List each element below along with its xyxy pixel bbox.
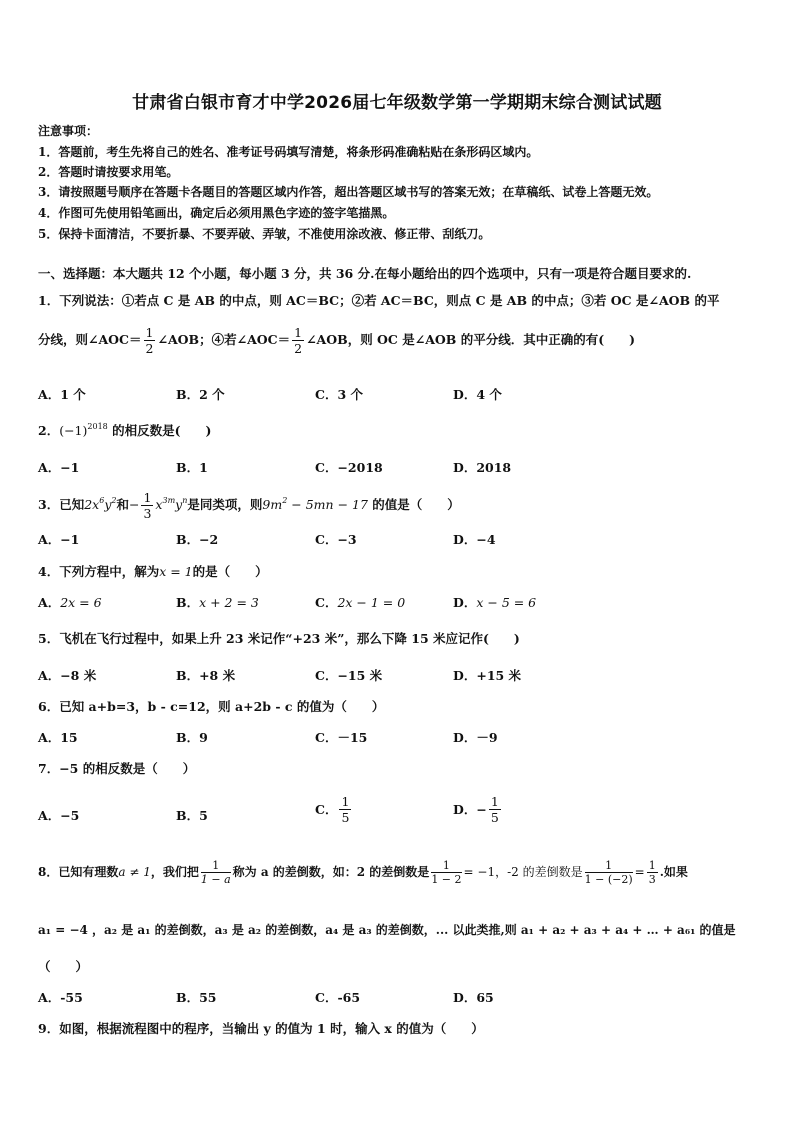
- q7-option-d[interactable]: D．− $\frac{1}{5}$: [453, 794, 499, 825]
- q5-option-b[interactable]: B．+8 米: [176, 668, 236, 683]
- q2-option-a[interactable]: A．−1: [38, 460, 80, 475]
- q7-option-b[interactable]: B．5: [176, 808, 208, 823]
- q8-fraction-2: $\frac{1}{1 - 2}$: [431, 859, 462, 886]
- note-item: 1．答题前，考生先将自己的姓名、准考证号码填写清楚，将条形码准确粘贴在条形码区域内。: [38, 145, 539, 159]
- q8-option-a[interactable]: A．-55: [38, 990, 83, 1005]
- q1-fraction-2: $\frac{1}{2}$: [294, 325, 303, 356]
- q3-option-d[interactable]: D．−4: [453, 532, 496, 547]
- q5-stem: 5．飞机在飞行过程中，如果上升 23 米记作“+23 米”，那么下降 15 米应记作( ): [38, 631, 520, 646]
- q1-option-b[interactable]: B．2 个: [176, 387, 225, 402]
- q7-fraction-d: $\frac{1}{5}$: [490, 794, 499, 825]
- q2-stem: 2．$(-1)^{2018}$ 的相反数是( ): [38, 422, 212, 438]
- q4-option-b[interactable]: B．x + 2 = 3: [176, 595, 259, 610]
- q8-fraction-3: $\frac{1}{1 - (-2)}$: [584, 859, 633, 886]
- q3-fraction: $\frac{1}{3}$: [143, 490, 152, 521]
- section-heading: 一、选择题：本大题共 12 个小题，每小题 3 分，共 36 分.在每小题给出的四个选项中，只有一项是符合题目要求的.: [38, 266, 692, 281]
- q5-option-c[interactable]: C．−15 米: [315, 668, 383, 683]
- q7-option-c[interactable]: C． $\frac{1}{5}$: [315, 794, 350, 825]
- q1-text-c: ∠AOB，则 OC 是∠AOB 的平分线．其中正确的有( ): [306, 332, 636, 347]
- q8-stem-line3: （ ）: [38, 959, 89, 974]
- q3-stem: 3．已知$2x^6y^2$和− $\frac{1}{3}$ $x^{3m}y^n$是同类项，则$9m^2 - 5mn - 17$ 的值是（ ）: [38, 490, 460, 521]
- q1-option-c[interactable]: C．3 个: [315, 387, 363, 402]
- q8-option-d[interactable]: D．65: [453, 990, 494, 1005]
- q8-option-c[interactable]: C．-65: [315, 990, 361, 1005]
- q7-stem: 7．−5 的相反数是（ ）: [38, 761, 196, 776]
- q6-option-c[interactable]: C．－15: [315, 730, 368, 745]
- q8-fraction-1: $\frac{1}{1 - a}$: [200, 859, 231, 886]
- q3-option-b[interactable]: B．−2: [176, 532, 219, 547]
- note-item: 5．保持卡面清洁，不要折暴、不要弄破、弄皱，不准使用涂改液、修正带、刮纸刀。: [38, 227, 491, 241]
- q9-stem: 9．如图，根据流程图中的程序，当输出 y 的值为 1 时，输入 x 的值为（ ）: [38, 1021, 484, 1036]
- q1-fraction-1: $\frac{1}{2}$: [145, 325, 154, 356]
- q6-stem: 6．已知 a+b=3，b - c=12，则 a+2b - c 的值为（ ）: [38, 699, 385, 714]
- q4-stem: 4．下列方程中，解为x = 1的是（ ）: [38, 564, 268, 579]
- q8-stem-line1: 8．已知有理数a ≠ 1，我们把 $\frac{1}{1 - a}$ 称为 a 的差倒数，如：2 的差倒数是 $\frac{1}{1 - 2}$ = −1，-2 的差倒数是 $\frac{1}{1 - (-2)}$ = $\frac{1}{3}$ .如果: [38, 859, 688, 886]
- q8-fraction-4: $\frac{1}{3}$: [648, 859, 656, 886]
- q2-option-c[interactable]: C．−2018: [315, 460, 383, 475]
- q4-option-d[interactable]: D．x − 5 = 6: [453, 595, 537, 610]
- q2-option-b[interactable]: B．1: [176, 460, 208, 475]
- page-title: 甘肃省白银市育才中学2026届七年级数学第一学期期末综合测试试题: [132, 93, 662, 113]
- q6-option-d[interactable]: D．－9: [453, 730, 498, 745]
- note-item: 3．请按照题号顺序在答题卡各题目的答题区域内作答，超出答题区域书写的答案无效；在草稿纸、试卷上答题无效。: [38, 185, 659, 199]
- q3-option-c[interactable]: C．−3: [315, 532, 357, 547]
- q7-option-a[interactable]: A．−5: [38, 808, 80, 823]
- q8-option-b[interactable]: B．55: [176, 990, 217, 1005]
- q1-option-a[interactable]: A．1 个: [38, 387, 86, 402]
- q5-option-d[interactable]: D．+15 米: [453, 668, 522, 683]
- q4-option-a[interactable]: A．2x = 6: [38, 595, 102, 610]
- q5-option-a[interactable]: A．−8 米: [38, 668, 97, 683]
- q6-option-a[interactable]: A．15: [38, 730, 78, 745]
- q6-option-b[interactable]: B．9: [176, 730, 208, 745]
- q1-stem-line2: [38, 325, 635, 356]
- q2-option-d[interactable]: D．2018: [453, 460, 512, 475]
- note-item: 2．答题时请按要求用笔。: [38, 165, 179, 179]
- q1-stem-line1: 1．下列说法：①若点 C 是 AB 的中点，则 AC＝BC；②若 AC＝BC，则点 C 是 AB 的中点；③若 OC 是∠AOB 的平: [38, 293, 720, 308]
- q8-stem-line2: a₁ = −4 ，a₂ 是 a₁ 的差倒数，a₃ 是 a₂ 的差倒数，a₄ 是 a₃ 的差倒数，... 以此类推,则 a₁ + a₂ + a₃ + a₄ + … + a₆₁ 的值是: [38, 923, 736, 937]
- q1-option-d[interactable]: D．4 个: [453, 387, 502, 402]
- q1-text-a: 分线，则∠AOC＝: [38, 332, 142, 347]
- q4-option-c[interactable]: C．2x − 1 = 0: [315, 595, 406, 610]
- note-item: 4．作图可先使用铅笔画出，确定后必须用黑色字迹的签字笔描黑。: [38, 206, 395, 220]
- notes-heading: 注意事项：: [38, 124, 99, 138]
- q7-fraction-c: $\frac{1}{5}$: [341, 794, 350, 825]
- q1-text-b: ∠AOB；④若∠AOC＝: [157, 332, 291, 347]
- q3-option-a[interactable]: A．−1: [38, 532, 80, 547]
